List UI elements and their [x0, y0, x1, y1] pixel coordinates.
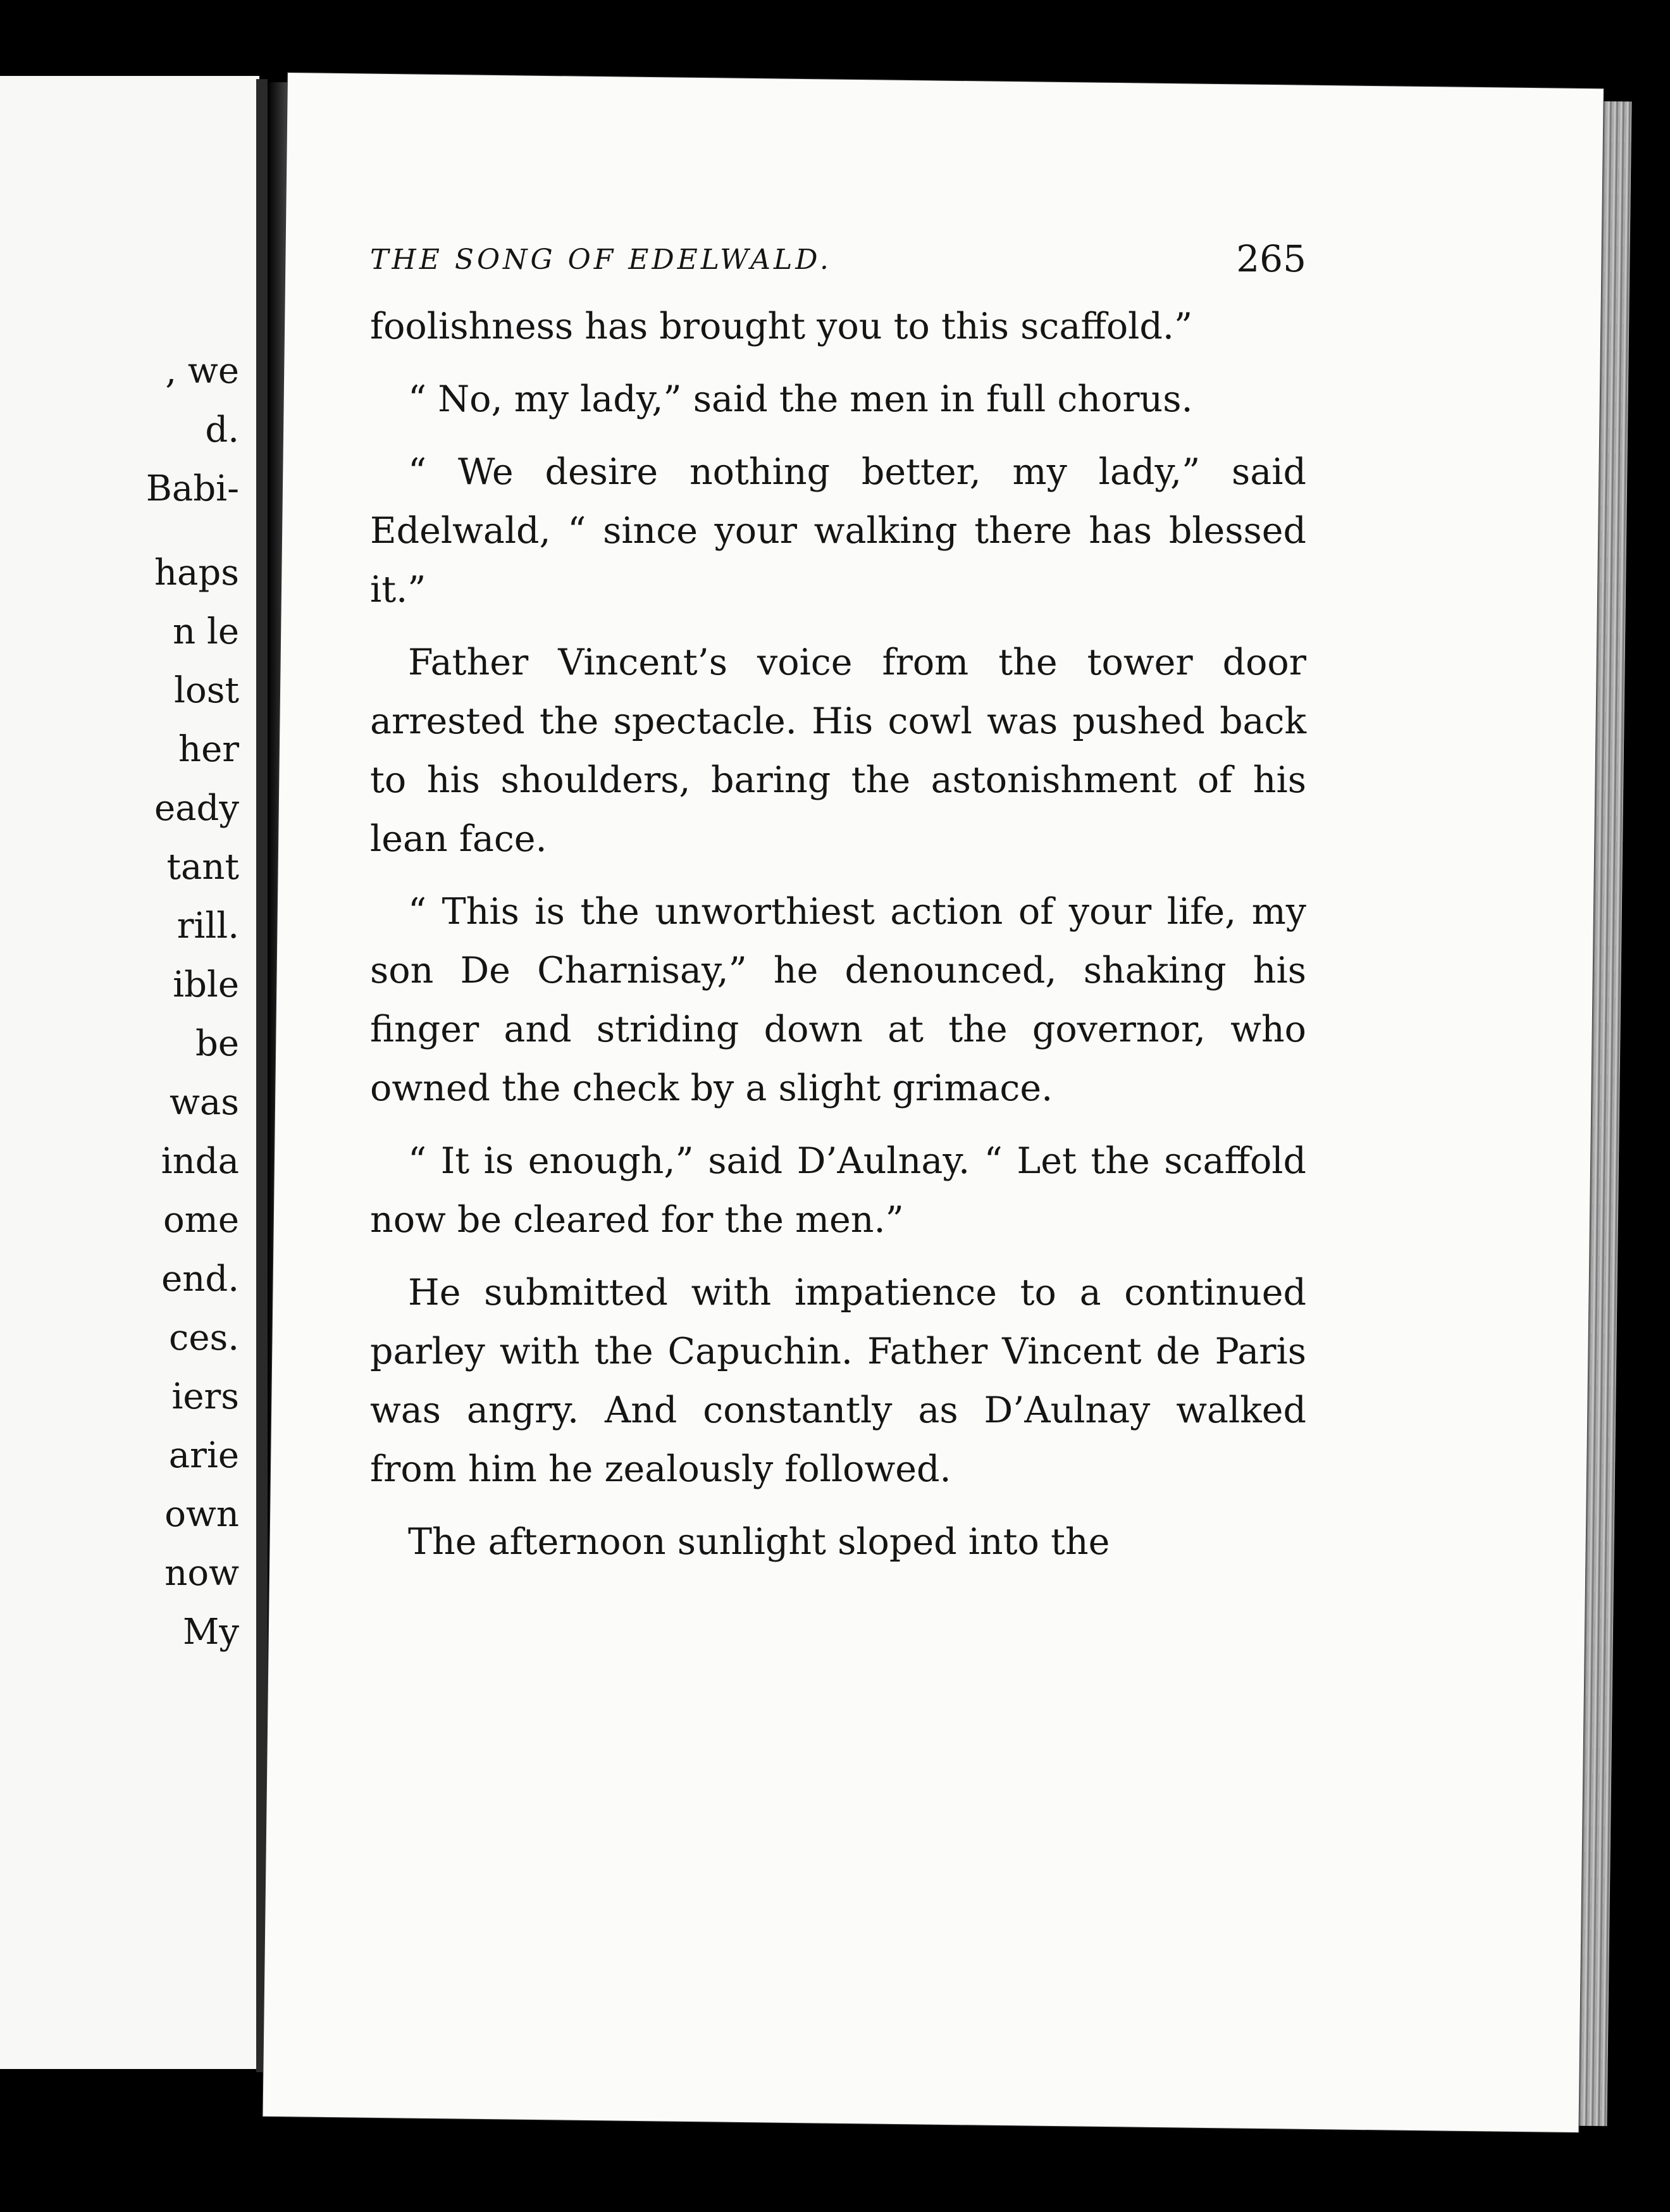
- facing-line: ible: [173, 964, 239, 1005]
- paragraph: “ No, my lady,” said the men in full chorus.: [408, 378, 1193, 420]
- facing-line: arie: [168, 1435, 239, 1476]
- facing-line: , we: [165, 351, 239, 392]
- facing-line: was: [169, 1082, 239, 1123]
- facing-line: Babi-: [145, 468, 239, 509]
- facing-line: lost: [174, 670, 239, 711]
- facing-line: inda: [161, 1141, 239, 1182]
- facing-line: end.: [161, 1258, 239, 1300]
- facing-line: My: [183, 1612, 239, 1653]
- facing-page-text: [11, 342, 239, 1662]
- facing-page-left: [0, 76, 259, 2069]
- facing-line: rill.: [176, 905, 239, 947]
- facing-line: ome: [163, 1200, 239, 1241]
- facing-line: iers: [171, 1376, 239, 1417]
- paragraph: “ We desire nothing better, my lady,” said Edelwald, “ since your walking there has blessed it.”: [370, 451, 1306, 611]
- page-body: [370, 297, 1306, 1586]
- facing-line: own: [164, 1494, 239, 1535]
- page-header: [370, 237, 1306, 288]
- paragraph: foolishness has brought you to this scaffold.”: [370, 306, 1193, 347]
- paragraph: He submitted with impatience to a continued parley with the Capuchin. Father Vincent de Paris was angry. And constantly as D’Aulnay walked from him he zealously followed.: [370, 1272, 1306, 1490]
- paragraph: Father Vincent’s voice from the tower door arrested the spectacle. His cowl was pushed back to his shoulders, baring the astonishment of his lean face.: [370, 642, 1306, 860]
- facing-line: be: [195, 1023, 239, 1064]
- paragraph: The afternoon sunlight sloped into the: [408, 1521, 1110, 1563]
- facing-line: n le: [173, 611, 239, 652]
- facing-line: eady: [154, 788, 239, 829]
- paragraph: “ It is enough,” said D’Aulnay. “ Let the scaffold now be cleared for the men.”: [370, 1140, 1306, 1241]
- facing-line: d.: [205, 409, 239, 450]
- paragraph: “ This is the unworthiest action of your life, my son De Charnisay,” he denounced, shaking his finger and striding down at the governor, who owned the check by a slight grimace.: [370, 891, 1306, 1109]
- running-title: THE SONG OF EDELWALD.: [370, 244, 832, 276]
- gutter: [256, 79, 268, 2072]
- facing-line: ces.: [168, 1317, 239, 1358]
- facing-line: her: [178, 729, 239, 770]
- facing-line: now: [164, 1553, 239, 1594]
- page-number: 265: [1236, 237, 1306, 280]
- facing-line: haps: [154, 552, 239, 593]
- facing-line: tant: [166, 847, 239, 888]
